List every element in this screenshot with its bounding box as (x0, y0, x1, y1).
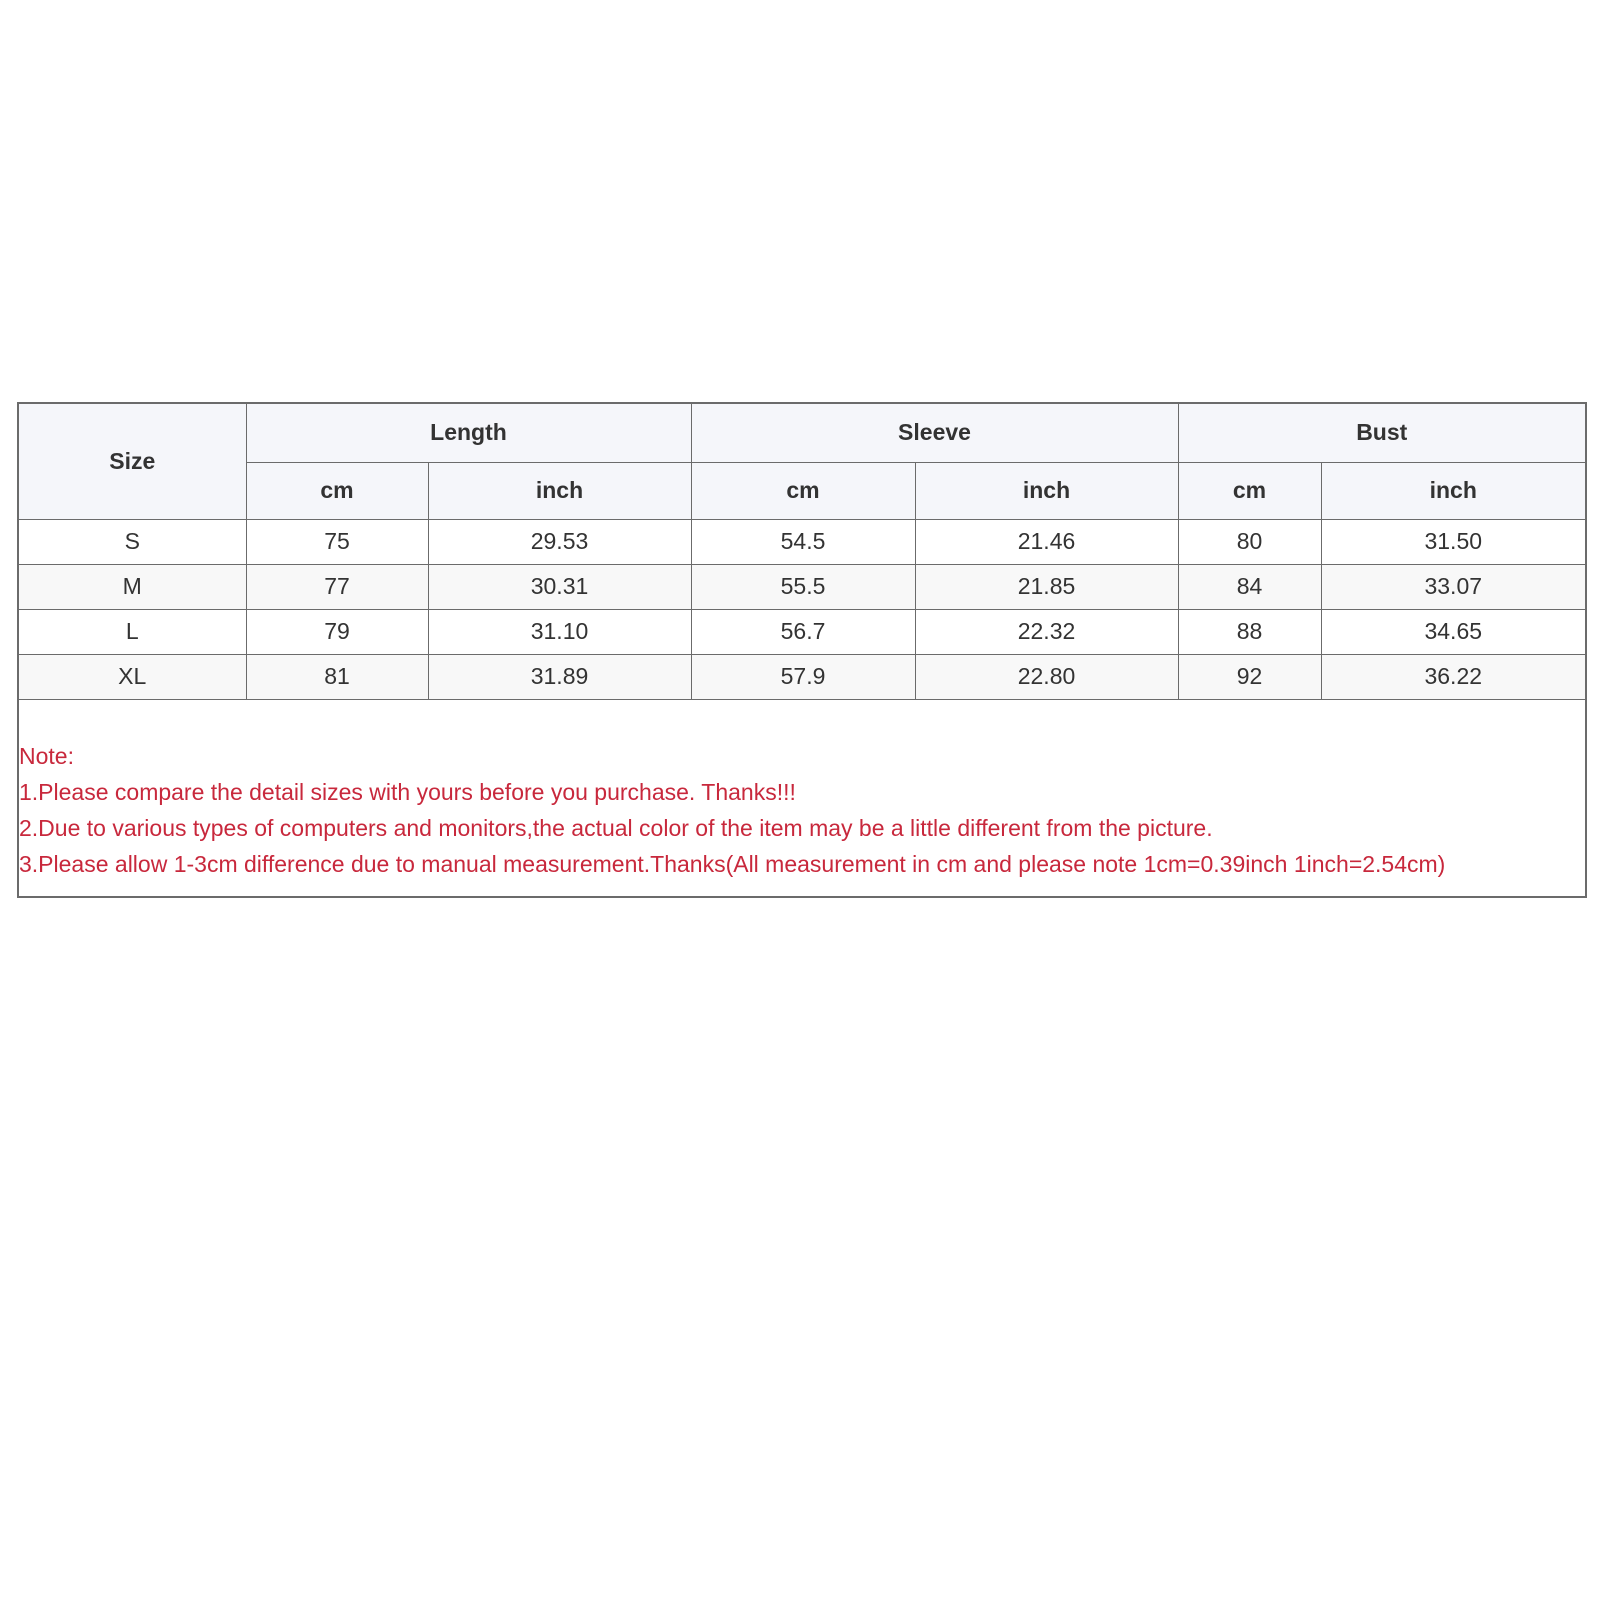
size-cell: S (19, 519, 246, 564)
size-cell: M (19, 564, 246, 609)
size-cell: L (19, 609, 246, 654)
value-cell: 31.89 (428, 654, 691, 699)
table-row (19, 519, 1585, 564)
value-cell: 31.10 (428, 609, 691, 654)
value-cell: 36.22 (1321, 654, 1585, 699)
value-cell: 33.07 (1321, 564, 1585, 609)
value-cell: 57.9 (691, 654, 915, 699)
sleeve-header: Sleeve (691, 404, 1178, 462)
length-header: Length (246, 404, 691, 462)
value-cell: 56.7 (691, 609, 915, 654)
unit-header: cm (1178, 462, 1321, 519)
size-cell: XL (19, 654, 246, 699)
value-cell: 92 (1178, 654, 1321, 699)
unit-header: inch (915, 462, 1178, 519)
note-line: 1.Please compare the detail sizes with yours before you purchase. Thanks!!! (19, 779, 796, 805)
value-cell: 22.80 (915, 654, 1178, 699)
table-row (19, 564, 1585, 609)
note-line: 3.Please allow 1-3cm difference due to manual measurement.Thanks(All measurement in cm and please note 1cm=0.39inch 1inch=2.54cm) (19, 851, 1446, 877)
value-cell: 84 (1178, 564, 1321, 609)
note-line: 2.Due to various types of computers and monitors,the actual color of the item may be a little different from the picture. (19, 815, 1213, 841)
table-row (19, 654, 1585, 699)
unit-header: cm (246, 462, 428, 519)
notes-section (19, 738, 1579, 882)
value-cell: 55.5 (691, 564, 915, 609)
value-cell: 88 (1178, 609, 1321, 654)
value-cell: 34.65 (1321, 609, 1585, 654)
size-chart-box (17, 402, 1587, 898)
unit-header: inch (428, 462, 691, 519)
bust-header: Bust (1178, 404, 1585, 462)
value-cell: 77 (246, 564, 428, 609)
unit-header-row (19, 462, 1585, 519)
size-header: Size (19, 404, 246, 519)
size-table (19, 404, 1585, 700)
group-header-row (19, 404, 1585, 462)
value-cell: 54.5 (691, 519, 915, 564)
value-cell: 80 (1178, 519, 1321, 564)
value-cell: 30.31 (428, 564, 691, 609)
value-cell: 22.32 (915, 609, 1178, 654)
unit-header: inch (1321, 462, 1585, 519)
unit-header: cm (691, 462, 915, 519)
value-cell: 21.46 (915, 519, 1178, 564)
value-cell: 75 (246, 519, 428, 564)
note-heading: Note: (19, 743, 74, 769)
value-cell: 31.50 (1321, 519, 1585, 564)
value-cell: 79 (246, 609, 428, 654)
value-cell: 21.85 (915, 564, 1178, 609)
table-row (19, 609, 1585, 654)
value-cell: 81 (246, 654, 428, 699)
value-cell: 29.53 (428, 519, 691, 564)
